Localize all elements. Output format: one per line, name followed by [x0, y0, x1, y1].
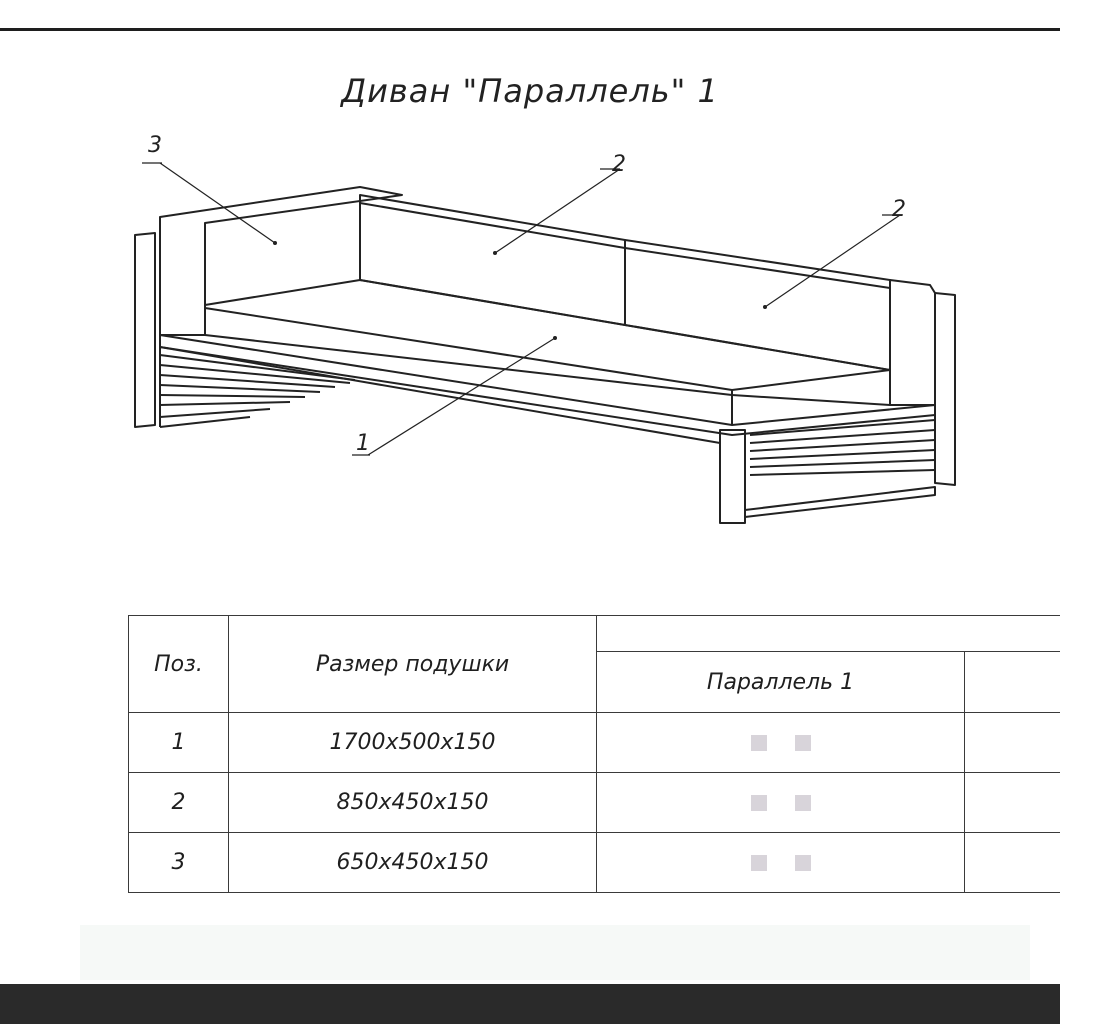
header-pos: Поз. [129, 616, 229, 713]
cushion-table [128, 615, 1079, 893]
redacted-band [80, 925, 1030, 980]
row-qty-redacted [597, 713, 965, 773]
callout-2a: 2 [612, 152, 626, 177]
frame-rail [160, 335, 935, 435]
row-qty-redacted [597, 773, 965, 833]
drawing-title: Диван "Параллель" 1 [341, 72, 719, 110]
back-cushion-1 [360, 195, 625, 325]
table-row [129, 713, 1079, 773]
row-size: 1700x500x150 [229, 713, 597, 773]
right-end-panel [935, 293, 955, 485]
table-row [129, 773, 1079, 833]
header-variant: Параллель 1 [597, 652, 965, 713]
armrest-cushion [160, 187, 402, 335]
row-size: 850x450x150 [229, 773, 597, 833]
header-size: Размер подушки [229, 616, 597, 713]
right-margin [1060, 0, 1115, 1024]
top-rule [0, 28, 1060, 31]
row-pos: 3 [129, 833, 229, 893]
row-qty-redacted [597, 833, 965, 893]
callout-2b: 2 [892, 197, 906, 222]
right-slats [750, 420, 935, 475]
front-leg [720, 430, 745, 523]
back-cushion-2 [625, 240, 890, 370]
bottom-bar [0, 984, 1060, 1024]
sofa-drawing [120, 125, 980, 535]
base-rail [745, 487, 935, 517]
left-slats [160, 355, 355, 427]
table-row [129, 833, 1079, 893]
row-size: 650x450x150 [229, 833, 597, 893]
left-end-panel [135, 233, 155, 427]
right-armrest [890, 280, 935, 405]
callout-3: 3 [148, 133, 162, 158]
row-pos: 1 [129, 713, 229, 773]
row-pos: 2 [129, 773, 229, 833]
header-group [597, 616, 1079, 652]
callout-1: 1 [356, 431, 370, 456]
